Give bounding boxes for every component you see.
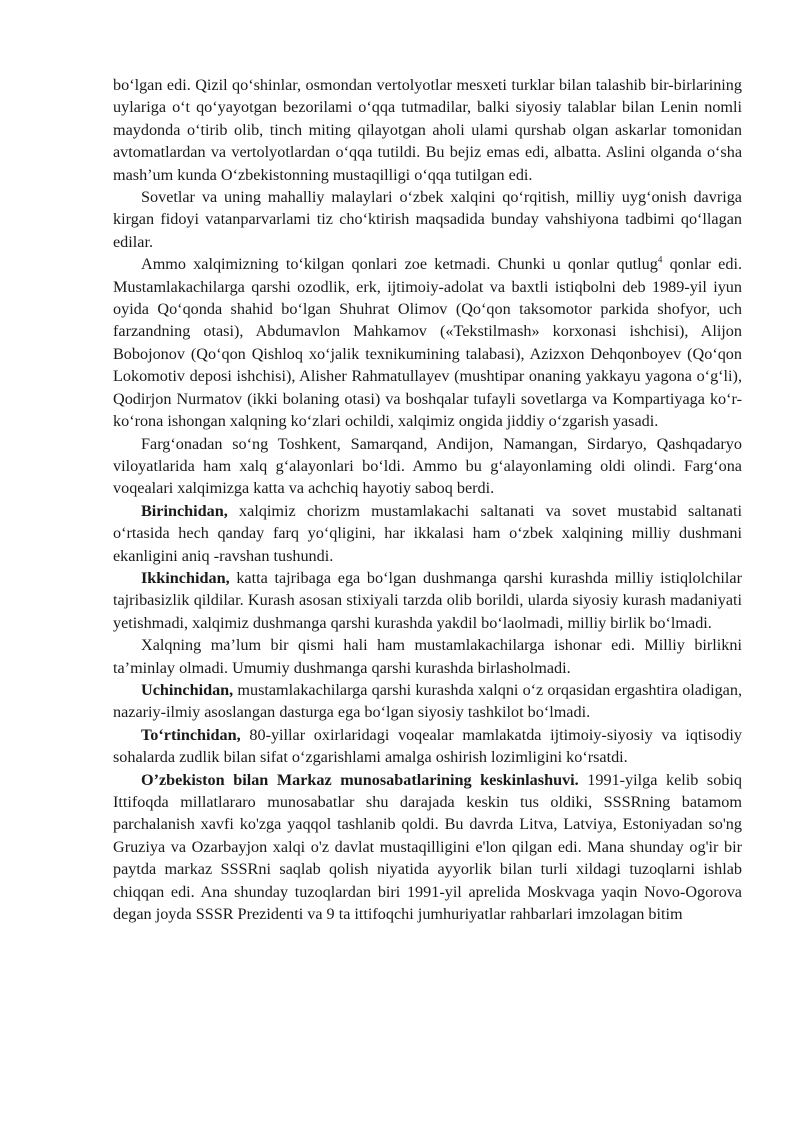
paragraph-10 xyxy=(113,769,742,926)
paragraph-lead: To‘rtinchidan, xyxy=(141,725,241,744)
paragraph-9 xyxy=(113,724,742,769)
paragraph-text: Ammo xalqimizning to‘kilgan qonlari zoe ketmadi. Chunki u qonlar qutlug xyxy=(141,255,658,274)
paragraph-text: katta tajribaga ega bo‘lgan dushmanga qarshi kurashda milliy istiqlolchilar tajribasizlik qildilar. Kurash asosan stixiyali tarzda olib borildi, ularda siyosiy kurash madaniyati yetishmadi, xalqimiz dushmanga qarshi kurashda yakdil bo‘laolmadi, milliy birlik bo‘lmadi. xyxy=(113,568,742,632)
paragraph-1 xyxy=(113,74,742,186)
paragraph-4 xyxy=(113,433,742,500)
footnote-marker: 4 xyxy=(657,254,663,265)
paragraph-3 xyxy=(113,253,742,432)
paragraph-lead: Birinchidan, xyxy=(141,501,228,520)
paragraph-lead: Ikkinchidan, xyxy=(141,568,230,587)
paragraph-text: 80-yillar oxirlaridagi voqealar mamlakatda ijtimoiy-siyosiy va iqtisodiy sohalarda zudlik bilan sifat o‘zgarishlami amalga oshirish lozimligini ko‘rsatdi. xyxy=(113,725,742,767)
paragraph-text: Farg‘onadan so‘ng Toshkent, Samarqand, Andijon, Namangan, Sirdaryo, Qashqadaryo viloyatlarida ham xalq g‘alayonlari bo‘ldi. Ammo bu g‘alayonlaming oldi olindi. Farg‘ona voqealari xalqimizga katta va achchiq hayotiy saboq berdi. xyxy=(113,434,742,498)
paragraph-text: Sovetlar va uning mahalliy malaylari o‘zbek xalqini qo‘rqitish, milliy uyg‘onish davriga kirgan fidoyi vatanparvarlami tiz cho‘ktirish maqsadida bunday vahshiyona tadbimi qo‘llagan edilar. xyxy=(113,188,742,251)
section-heading: O’zbekiston bilan Markaz munosabatlarining keskinlashuvi. xyxy=(141,770,579,789)
paragraph-6 xyxy=(113,567,742,634)
paragraph-7 xyxy=(113,634,742,679)
paragraph-text: xalqimiz chorizm mustamlakachi saltanati va sovet mustabid saltanati o‘rtasida hech qanday farq yo‘qligini, har ikkalasi ham o‘zbek xalqining milliy dushmani ekanligini aniq -ravshan tushundi. xyxy=(113,501,742,565)
paragraph-lead: Uchinchidan, xyxy=(141,680,234,699)
paragraph-5 xyxy=(113,500,742,567)
paragraph-text: 1991-yilga kelib sobiq Ittifoqda millatlararo munosabatlar shu darajada keskin tus oldiki, SSSRning batamom parchalanish xavfi ko'zga yaqqol tashlanib qoldi. Bu davrda Litva, Latviya, Estoniyadan so'ng Gruziya va Ozarbayjon xalqi o'z davlat mustaqilligini e'lon qilgan edi. Mana shunday og'ir bir paytda markaz SSSRni saqlab qolish niyatida ayyorlik bilan turli xildagi tuzoqlarni ishlab chiqqan edi. Ana shunday tuzoqlardan biri 1991-yil aprelida Moskvaga yaqin Novo-Ogorova degan joyda SSSR Prezidenti va 9 ta ittifoqchi jumhuriyatlar rahbarlari imzolagan bitim xyxy=(113,770,743,924)
paragraph-text-continued: qonlar edi. Mustamlakachilarga qarshi ozodlik, erk, ijtimoiy-adolat va baxtli istiqbolni deb 1989-yil iyun oyida Qo‘qonda shahid bo‘lgan Shuhrat Olimov (Qo‘qon taksomotor parkida shofyor, uch farzandning otasi), Abdumavlon Mahkamov («Tekstilmash» korxonasi ishchisi), Alijon Bobojonov (Qo‘qon Qishloq xo‘jalik texnikumining talabasi), Azizxon Dehqonboyev (Qo‘qon Lokomotiv deposi ishchisi), Alisher Rahmatullayev (mushtipar onaning yakkayu yagona o‘g‘li), Qodirjon Nurmatov (ikki bolaning otasi) va boshqalar tufayli sovetlarga va Kompartiyaga ko‘r-ko‘rona ishongan xalqning ko‘zlari ochildi, xalqimiz ongida jiddiy o‘zgarish yasadi. xyxy=(113,255,742,431)
paragraph-8 xyxy=(113,679,742,724)
paragraph-2 xyxy=(113,186,742,253)
paragraph-text: mustamlakachilarga qarshi kurashda xalqni o‘z orqasidan ergashtira oladigan, nazariy-ilmiy asoslangan dasturga ega bo‘lgan siyosiy tashkilot bo‘lmadi. xyxy=(113,680,742,722)
document-page xyxy=(113,74,742,925)
paragraph-text: bo‘lgan edi. Qizil qo‘shinlar, osmondan vertolyotlar mesxeti turklar bilan talashib bir-birlarining uylariga o‘t qo‘yayotgan bezorilami o‘qqa tutmadilar, balki siyosiy talablar bilan Lenin nomli maydonda o‘tirib olib, tinch miting qilayotgan aholi ulami qurshab olgan askarlar tomonidan avtomatlardan va vertolyotlardan o‘qqa tutildi. Bu bejiz emas edi, albatta. Aslini olganda o‘sha mash’um kunda O‘zbekistonning mustaqilligi o‘qqa tutilgan edi. xyxy=(113,76,742,184)
paragraph-text: Xalqning ma’lum bir qismi hali ham mustamlakachilarga ishonar edi. Milliy birlikni ta’minlay olmadi. Umumiy dushmanga qarshi kurashda birlasholmadi. xyxy=(113,636,742,677)
